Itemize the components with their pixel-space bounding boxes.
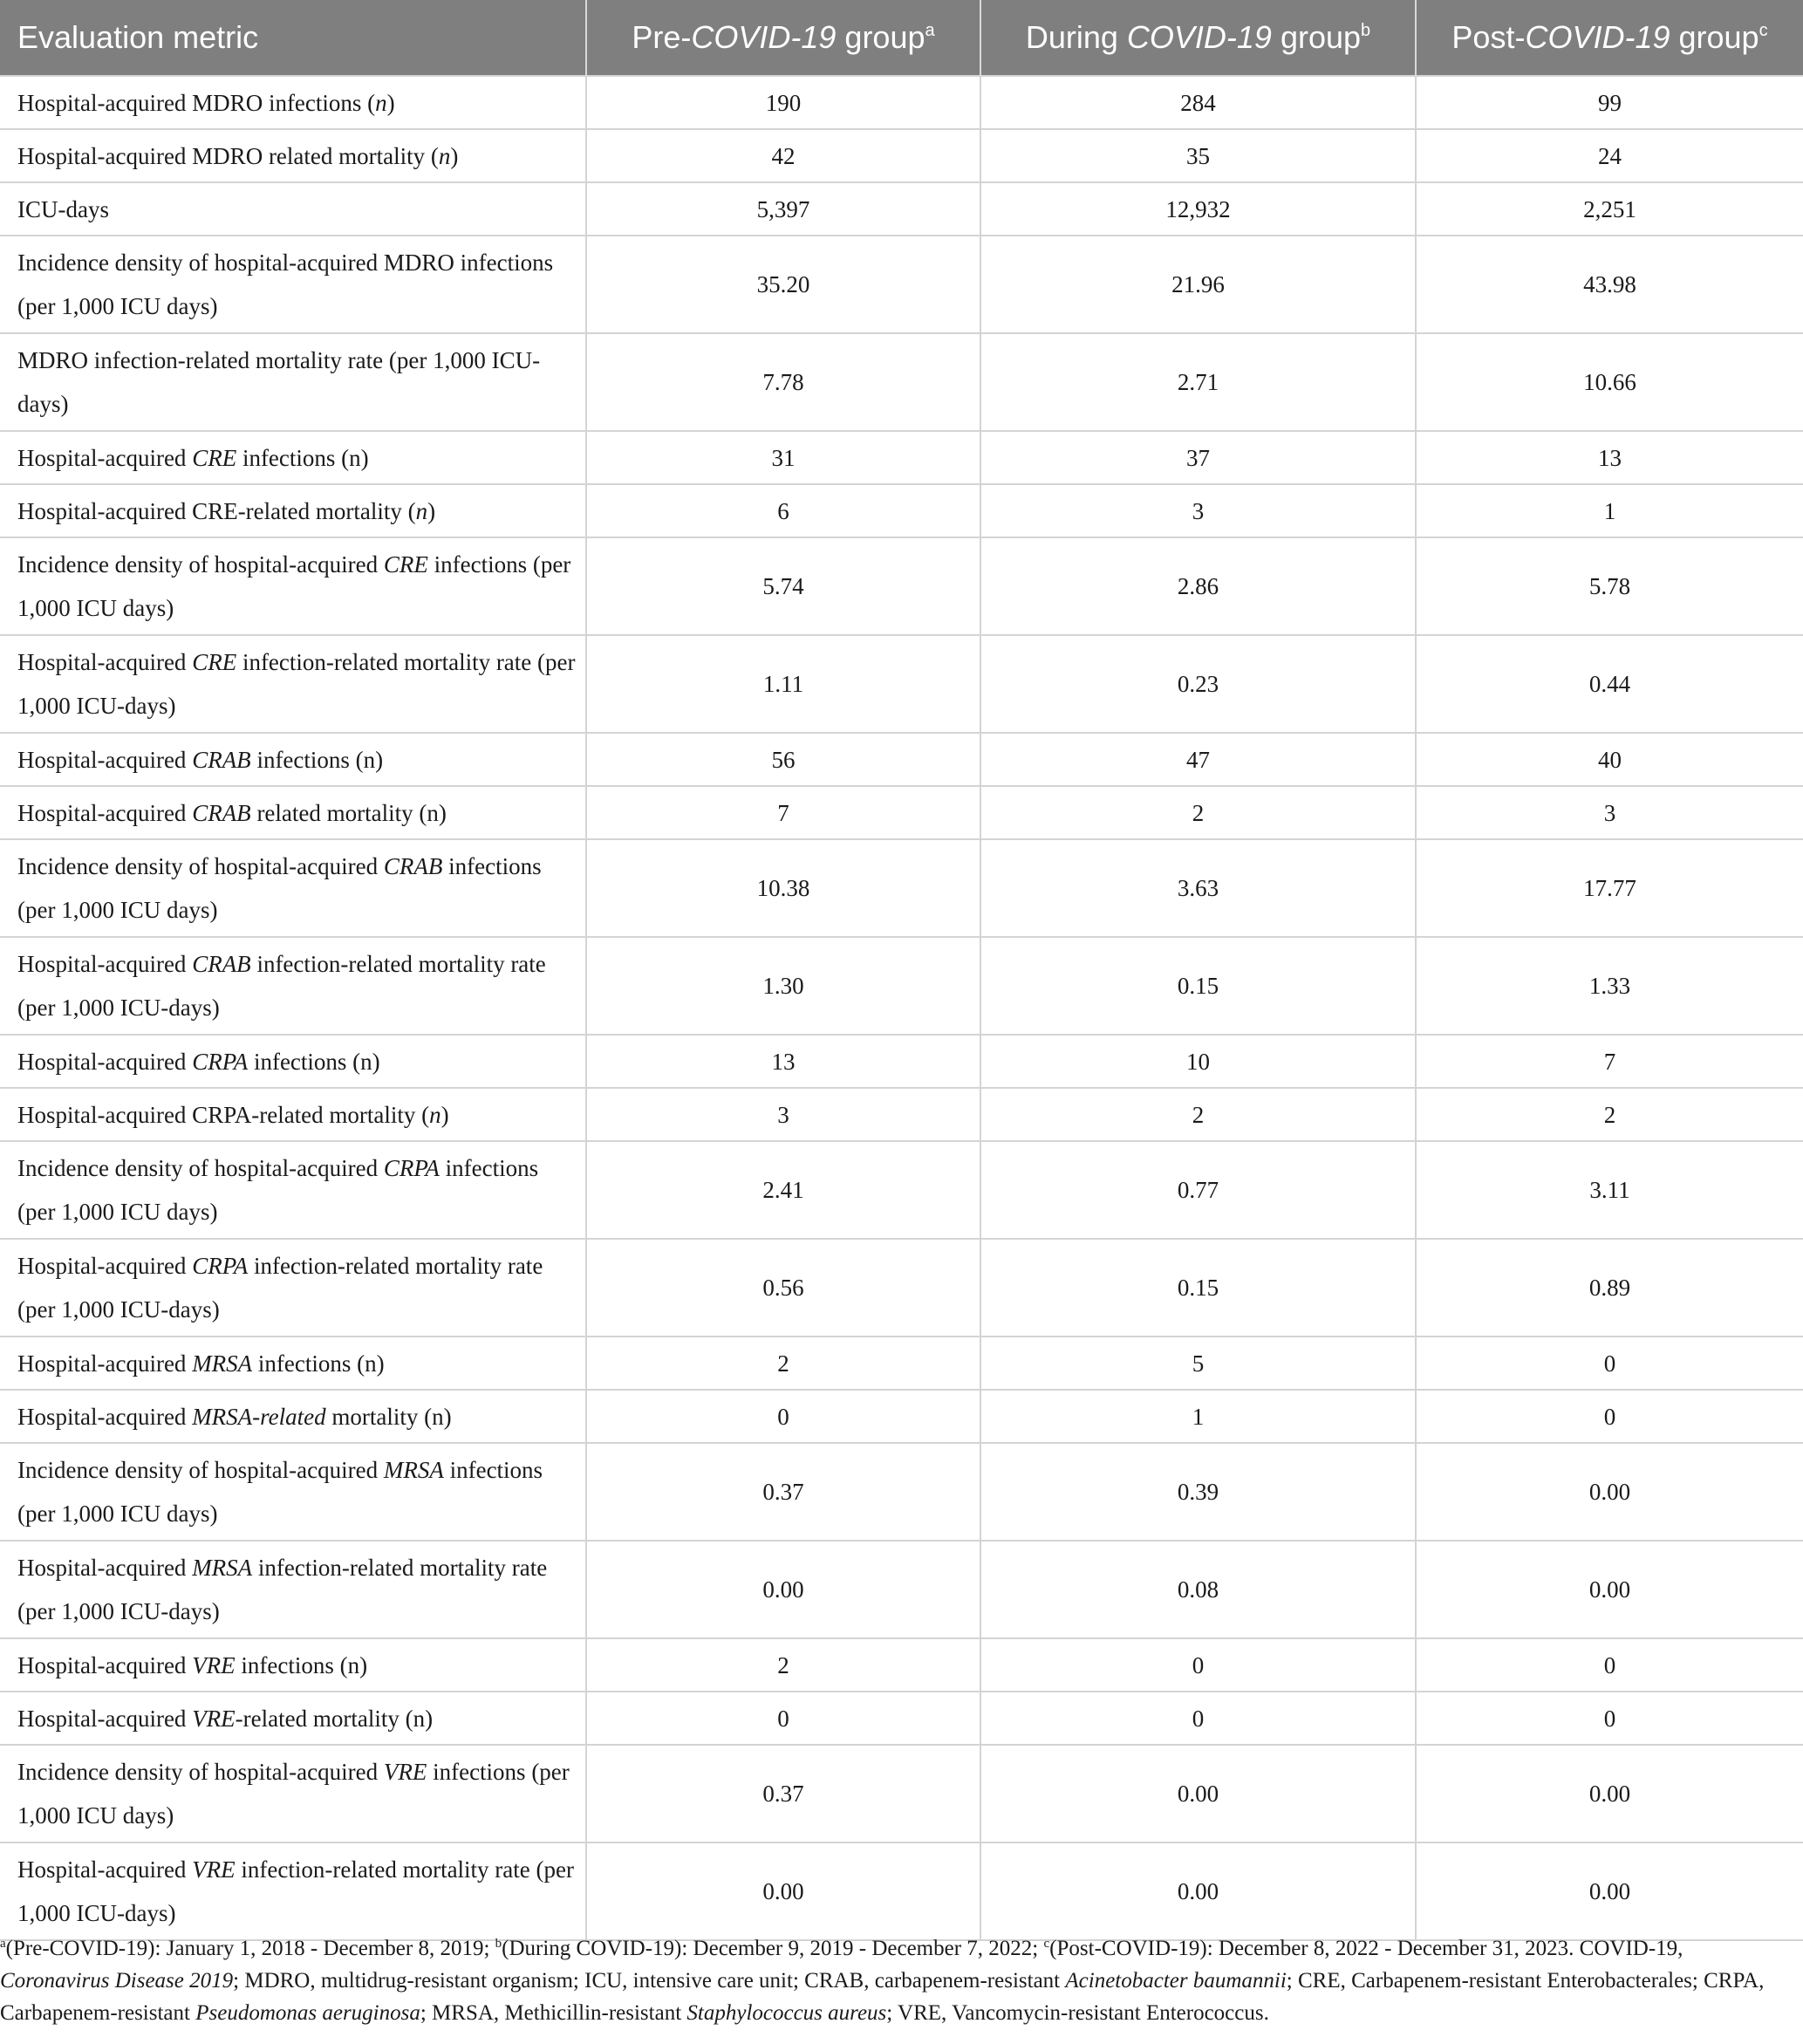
metric-text: infections (per 1,000 ICU days) — [17, 1759, 570, 1829]
header-footnote-marker: b — [1361, 21, 1371, 40]
value-cell: 190 — [586, 76, 980, 129]
table-row — [0, 1239, 1803, 1336]
table-row — [0, 129, 1803, 182]
table-row — [0, 733, 1803, 786]
metric-text: Hospital-acquired — [17, 444, 193, 471]
value-cell: 42 — [586, 129, 980, 182]
table-row — [0, 786, 1803, 839]
value-cell: 1.33 — [1416, 937, 1803, 1035]
metric-italic-text: CRE — [192, 444, 237, 471]
table-row — [0, 839, 1803, 937]
metric-text: Hospital-acquired CRPA-related mortality ( — [17, 1101, 430, 1128]
value-cell: 3 — [980, 484, 1416, 537]
value-cell: 0.00 — [1416, 1842, 1803, 1940]
table-row — [0, 484, 1803, 537]
metric-italic-text: n — [415, 497, 428, 524]
table-row — [0, 537, 1803, 635]
metric-label — [0, 1842, 586, 1940]
table-row — [0, 937, 1803, 1035]
metric-text: Hospital-acquired — [17, 1403, 193, 1430]
metric-label — [0, 1390, 586, 1443]
metric-label — [0, 1541, 586, 1638]
value-cell: 35 — [980, 129, 1416, 182]
metric-italic-text: CRAB — [192, 951, 251, 977]
metric-label — [0, 1336, 586, 1390]
value-cell: 10.38 — [586, 839, 980, 937]
column-header — [980, 0, 1416, 76]
column-header — [1416, 0, 1803, 76]
table-row — [0, 431, 1803, 484]
metric-label — [0, 1443, 586, 1541]
footnote-text: Coronavirus Disease 2019 — [0, 1969, 234, 1993]
value-cell: 0.08 — [980, 1541, 1416, 1638]
table-row — [0, 1443, 1803, 1541]
metric-label — [0, 1692, 586, 1745]
value-cell: 12,932 — [980, 182, 1416, 236]
value-cell: 0.15 — [980, 937, 1416, 1035]
metric-text: infection-related mortality rate (per 1,000 ICU-days) — [17, 1856, 574, 1926]
value-cell: 2.86 — [980, 537, 1416, 635]
value-cell: 0.00 — [1416, 1541, 1803, 1638]
footnote-marker: a — [0, 1937, 6, 1951]
metric-text: infections (per 1,000 ICU days) — [17, 1155, 539, 1225]
value-cell: 5,397 — [586, 182, 980, 236]
metric-text: Hospital-acquired — [17, 1856, 193, 1883]
value-cell: 0.00 — [980, 1842, 1416, 1940]
value-cell: 47 — [980, 733, 1416, 786]
value-cell: 1.30 — [586, 937, 980, 1035]
value-cell: 1 — [980, 1390, 1416, 1443]
value-cell: 2 — [980, 786, 1416, 839]
metric-label — [0, 1141, 586, 1239]
footnote-text: (Post-COVID-19): December 8, 2022 - December 31, 2023. COVID-19, — [1049, 1937, 1683, 1960]
footnote-text: (During COVID-19): December 9, 2019 - December 7, 2022; — [502, 1937, 1044, 1960]
metric-italic-text: CRAB — [192, 799, 251, 826]
value-cell: 0 — [980, 1692, 1416, 1745]
value-cell: 21.96 — [980, 236, 1416, 333]
metric-label — [0, 333, 586, 431]
metric-text: Hospital-acquired — [17, 649, 193, 675]
header-text: Evaluation metric — [17, 19, 259, 55]
table-row — [0, 1035, 1803, 1088]
metric-text: ICU-days — [17, 195, 109, 222]
metric-italic-text: MRSA — [192, 1350, 253, 1377]
metric-text: ) — [427, 497, 436, 524]
metric-italic-text: CRE — [383, 551, 428, 578]
metric-label — [0, 937, 586, 1035]
table-row — [0, 1390, 1803, 1443]
footnote-text: ; VRE, Vancomycin-resistant Enterococcus. — [886, 2001, 1269, 2025]
metric-label — [0, 129, 586, 182]
footnote-marker: b — [495, 1937, 502, 1951]
metric-text: ) — [441, 1101, 449, 1128]
metric-text: infection-related mortality rate (per 1,000 ICU-days) — [17, 1253, 543, 1323]
table-row — [0, 1336, 1803, 1390]
value-cell: 2 — [586, 1336, 980, 1390]
header-text: group — [1670, 19, 1759, 55]
value-cell: 7 — [1416, 1035, 1803, 1088]
header-italic-text: COVID-19 — [1126, 19, 1272, 55]
metric-label — [0, 1088, 586, 1141]
metric-text: MDRO infection-related mortality rate (per 1,000 ICU-days) — [17, 347, 541, 417]
metric-label — [0, 635, 586, 733]
header-text: Pre- — [632, 19, 692, 55]
value-cell: 31 — [586, 431, 980, 484]
value-cell: 2 — [980, 1088, 1416, 1141]
value-cell: 5 — [980, 1336, 1416, 1390]
value-cell: 3.63 — [980, 839, 1416, 937]
metric-text: Hospital-acquired — [17, 799, 193, 826]
table-row — [0, 182, 1803, 236]
table-header-row — [0, 0, 1803, 76]
value-cell: 0.89 — [1416, 1239, 1803, 1336]
metric-italic-text: CRPA — [383, 1155, 440, 1181]
metric-italic-text: n — [438, 142, 451, 169]
value-cell: 99 — [1416, 76, 1803, 129]
value-cell: 5.74 — [586, 537, 980, 635]
metric-text: infections (n) — [248, 1048, 380, 1075]
table-row — [0, 1088, 1803, 1141]
metric-label — [0, 76, 586, 129]
metric-italic-text: n — [429, 1101, 441, 1128]
value-cell: 0.00 — [586, 1842, 980, 1940]
header-text: group — [836, 19, 925, 55]
value-cell: 0 — [586, 1390, 980, 1443]
value-cell: 40 — [1416, 733, 1803, 786]
value-cell: 1.11 — [586, 635, 980, 733]
metric-text: infections (per 1,000 ICU days) — [17, 1457, 543, 1527]
metric-label — [0, 537, 586, 635]
metric-text: Incidence density of hospital-acquired — [17, 853, 384, 879]
value-cell: 7.78 — [586, 333, 980, 431]
value-cell: 0.00 — [1416, 1745, 1803, 1842]
value-cell: 1 — [1416, 484, 1803, 537]
table-row — [0, 1692, 1803, 1745]
footnote-text: Acinetobacter baumannii — [1065, 1969, 1287, 1993]
header-italic-text: COVID-19 — [691, 19, 837, 55]
value-cell: 2.41 — [586, 1141, 980, 1239]
metric-italic-text: MRSA-related — [192, 1403, 326, 1430]
metric-text: Hospital-acquired — [17, 746, 193, 773]
metric-text: ) — [450, 142, 459, 169]
metric-text: Hospital-acquired — [17, 951, 193, 977]
value-cell: 2 — [1416, 1088, 1803, 1141]
metric-text: infections (n) — [252, 1350, 385, 1377]
footnote-text: (Pre-COVID-19): January 1, 2018 - December 8, 2019; — [5, 1937, 495, 1960]
footnote-text: Pseudomonas aeruginosa — [195, 2001, 420, 2025]
table-body — [0, 76, 1803, 1940]
value-cell: 0 — [1416, 1638, 1803, 1692]
table-row — [0, 236, 1803, 333]
header-footnote-marker: c — [1759, 21, 1768, 40]
metric-label — [0, 431, 586, 484]
metric-label — [0, 236, 586, 333]
metric-text: Hospital-acquired MDRO related mortality ( — [17, 142, 439, 169]
metric-text: infections (n) — [236, 444, 369, 471]
value-cell: 0.37 — [586, 1745, 980, 1842]
footnote-text: Staphylococcus aureus — [686, 2001, 887, 2025]
value-cell: 3 — [586, 1088, 980, 1141]
table-row — [0, 76, 1803, 129]
metric-text: related mortality (n) — [250, 799, 447, 826]
metric-text: infection-related mortality rate (per 1,000 ICU-days) — [17, 1555, 548, 1624]
metric-label — [0, 839, 586, 937]
metric-italic-text: CRAB — [383, 853, 443, 879]
metric-text: infections (per 1,000 ICU days) — [17, 853, 542, 923]
metric-text: Hospital-acquired — [17, 1350, 193, 1377]
footnote-text: ; CRE, Carbapenem-resistant Enterobacterales; CRPA, Carbapenem-resistant — [0, 1969, 1765, 2025]
metric-italic-text: CRPA — [192, 1253, 249, 1279]
value-cell: 24 — [1416, 129, 1803, 182]
value-cell: 6 — [586, 484, 980, 537]
metric-text: Hospital-acquired — [17, 1705, 193, 1732]
metric-text: Hospital-acquired CRE-related mortality ( — [17, 497, 416, 524]
value-cell: 2.71 — [980, 333, 1416, 431]
table-row — [0, 1745, 1803, 1842]
metric-text: ) — [386, 89, 395, 116]
metric-italic-text: VRE — [192, 1651, 236, 1678]
metric-text: Incidence density of hospital-acquired — [17, 551, 384, 578]
metric-text: infection-related mortality rate (per 1,000 ICU-days) — [17, 649, 576, 719]
metric-text: Incidence density of hospital-acquired — [17, 1457, 384, 1483]
metric-label — [0, 1745, 586, 1842]
value-cell: 0 — [980, 1638, 1416, 1692]
value-cell: 284 — [980, 76, 1416, 129]
table-row — [0, 1638, 1803, 1692]
value-cell: 0.37 — [586, 1443, 980, 1541]
header-text: group — [1271, 19, 1362, 55]
metric-italic-text: VRE — [192, 1856, 236, 1883]
metric-label — [0, 786, 586, 839]
value-cell: 5.78 — [1416, 537, 1803, 635]
metric-text: infections (n) — [250, 746, 384, 773]
value-cell: 2 — [586, 1638, 980, 1692]
metric-italic-text: CRE — [192, 649, 237, 675]
metric-italic-text: n — [375, 89, 387, 116]
metric-text: Incidence density of hospital-acquired MDRO infections (per 1,000 ICU days) — [17, 250, 554, 319]
metric-text: Hospital-acquired — [17, 1048, 193, 1075]
metric-italic-text: VRE — [192, 1705, 236, 1732]
value-cell: 0.15 — [980, 1239, 1416, 1336]
value-cell: 0.00 — [586, 1541, 980, 1638]
metric-italic-text: MRSA — [383, 1457, 444, 1483]
metric-label — [0, 1239, 586, 1336]
value-cell: 0.39 — [980, 1443, 1416, 1541]
value-cell: 43.98 — [1416, 236, 1803, 333]
value-cell: 0 — [1416, 1390, 1803, 1443]
value-cell: 0.00 — [1416, 1443, 1803, 1541]
metric-text: infection-related mortality rate (per 1,000 ICU-days) — [17, 951, 546, 1021]
metric-text: Incidence density of hospital-acquired — [17, 1759, 384, 1785]
value-cell: 13 — [586, 1035, 980, 1088]
value-cell: 35.20 — [586, 236, 980, 333]
value-cell: 13 — [1416, 431, 1803, 484]
metric-text: infections (n) — [235, 1651, 368, 1678]
table-footnote — [0, 1932, 1797, 2029]
metric-text: Hospital-acquired — [17, 1555, 193, 1581]
value-cell: 10.66 — [1416, 333, 1803, 431]
metric-label — [0, 1638, 586, 1692]
value-cell: 2,251 — [1416, 182, 1803, 236]
value-cell: 0 — [586, 1692, 980, 1745]
column-header — [0, 0, 586, 76]
column-header — [586, 0, 980, 76]
value-cell: 0 — [1416, 1692, 1803, 1745]
metric-text: Hospital-acquired — [17, 1651, 193, 1678]
metric-label — [0, 484, 586, 537]
header-italic-text: COVID-19 — [1525, 19, 1670, 55]
footnote-text: ; MRSA, Methicillin-resistant — [420, 2001, 687, 2025]
value-cell: 3 — [1416, 786, 1803, 839]
value-cell: 10 — [980, 1035, 1416, 1088]
metric-text: Hospital-acquired MDRO infections ( — [17, 89, 376, 116]
metric-italic-text: MRSA — [192, 1555, 253, 1581]
metric-label — [0, 733, 586, 786]
value-cell: 0 — [1416, 1336, 1803, 1390]
header-text: Post- — [1451, 19, 1526, 55]
metric-label — [0, 182, 586, 236]
metric-text: mortality (n) — [325, 1403, 452, 1430]
value-cell: 17.77 — [1416, 839, 1803, 937]
metric-italic-text: CRAB — [192, 746, 251, 773]
header-text: During — [1025, 19, 1127, 55]
value-cell: 0.44 — [1416, 635, 1803, 733]
footnote-text: ; MDRO, multidrug-resistant organism; ICU, intensive care unit; CRAB, carbapenem-resistant — [233, 1969, 1066, 1993]
value-cell: 0.77 — [980, 1141, 1416, 1239]
value-cell: 0.23 — [980, 635, 1416, 733]
metric-text: -related mortality (n) — [235, 1705, 434, 1732]
header-footnote-marker: a — [925, 21, 935, 40]
metric-italic-text: VRE — [383, 1759, 427, 1785]
metric-italic-text: CRPA — [192, 1048, 249, 1075]
table-row — [0, 1842, 1803, 1940]
value-cell: 3.11 — [1416, 1141, 1803, 1239]
value-cell: 0.56 — [586, 1239, 980, 1336]
value-cell: 37 — [980, 431, 1416, 484]
metric-text: Hospital-acquired — [17, 1253, 193, 1279]
metric-text: infections (per 1,000 ICU days) — [17, 551, 571, 621]
footnote-marker: c — [1043, 1937, 1050, 1951]
value-cell: 56 — [586, 733, 980, 786]
value-cell: 0.00 — [980, 1745, 1416, 1842]
value-cell: 7 — [586, 786, 980, 839]
table-row — [0, 1141, 1803, 1239]
metric-label — [0, 1035, 586, 1088]
table-row — [0, 333, 1803, 431]
table-row — [0, 635, 1803, 733]
metric-text: Incidence density of hospital-acquired — [17, 1155, 384, 1181]
table-row — [0, 1541, 1803, 1638]
